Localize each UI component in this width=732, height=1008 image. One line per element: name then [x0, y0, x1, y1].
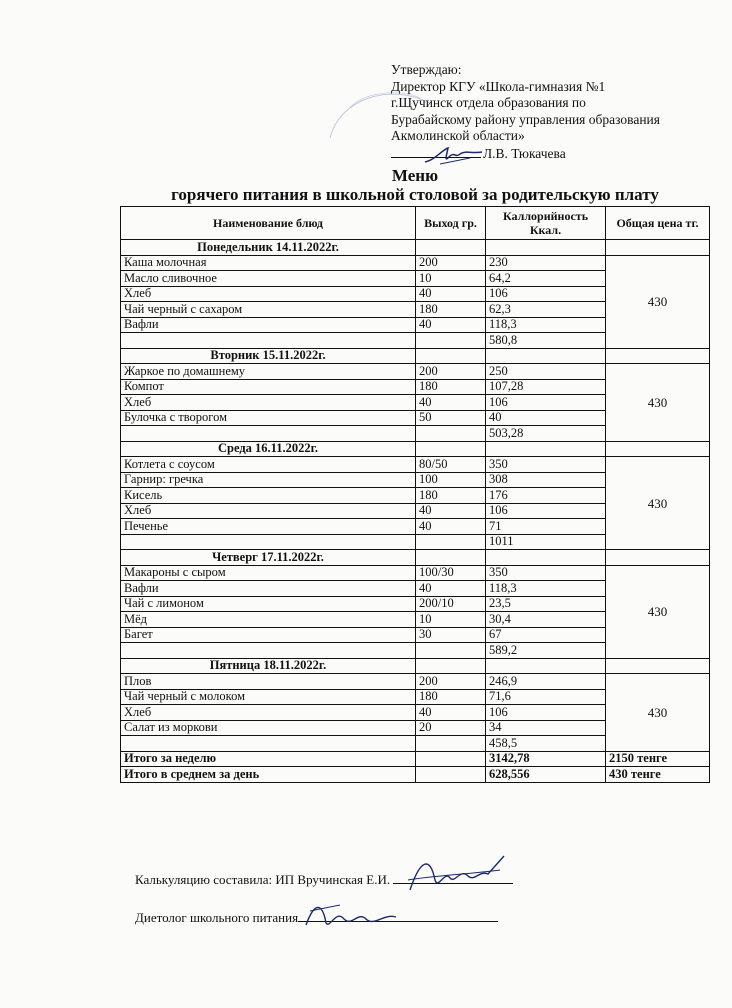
dish-name: Хлеб	[121, 503, 416, 519]
calc-label: Калькуляцию составила: ИП Вручинская Е.И.	[135, 872, 391, 887]
day-label: Среда 16.11.2022г.	[121, 441, 416, 457]
dish-name: Вафли	[121, 317, 416, 333]
day-average-row	[121, 767, 710, 783]
empty-cell	[416, 767, 486, 783]
week-total-row	[121, 751, 710, 767]
dish-weight: 200/10	[416, 596, 486, 612]
empty-cell	[416, 751, 486, 767]
empty-cell	[416, 426, 486, 442]
menu-body	[121, 240, 710, 783]
day-price: 430	[606, 674, 710, 752]
empty-cell	[606, 658, 710, 674]
dish-name: Хлеб	[121, 395, 416, 411]
header-weight: Выход гр.	[416, 207, 486, 240]
day-header-row	[121, 240, 710, 256]
dish-kcal: 62,3	[486, 302, 606, 318]
dish-name: Масло сливочное	[121, 271, 416, 287]
dish-weight: 40	[416, 519, 486, 535]
dish-weight: 200	[416, 364, 486, 380]
dish-name: Каша молочная	[121, 255, 416, 271]
calc-signature	[400, 850, 510, 900]
dish-weight: 100	[416, 472, 486, 488]
header-price: Общая цена тг.	[606, 207, 710, 240]
dish-kcal: 107,28	[486, 379, 606, 395]
table-row	[121, 457, 710, 473]
empty-cell	[121, 426, 416, 442]
dish-kcal: 250	[486, 364, 606, 380]
dish-name: Макароны с сыром	[121, 565, 416, 581]
dish-weight: 10	[416, 612, 486, 628]
dietolog-label: Диетолог школьного питания	[135, 910, 299, 925]
dish-weight: 200	[416, 674, 486, 690]
dish-kcal: 71,6	[486, 689, 606, 705]
week-total-price: 2150 тенге	[606, 751, 710, 767]
table-row	[121, 364, 710, 380]
dish-weight: 180	[416, 302, 486, 318]
dish-name: Хлеб	[121, 286, 416, 302]
table-header-row	[121, 207, 710, 240]
empty-cell	[416, 333, 486, 349]
menu-table	[120, 206, 710, 783]
empty-cell	[416, 658, 486, 674]
approval-line: Бурабайскому району управления образования	[391, 111, 660, 127]
dish-kcal: 118,3	[486, 317, 606, 333]
dish-name: Чай черный с молоком	[121, 689, 416, 705]
dish-weight: 40	[416, 317, 486, 333]
dish-weight: 40	[416, 503, 486, 519]
dish-kcal: 67	[486, 627, 606, 643]
dish-kcal: 106	[486, 705, 606, 721]
dish-kcal: 350	[486, 457, 606, 473]
header-name: Наименование блюд	[121, 207, 416, 240]
dish-kcal: 230	[486, 255, 606, 271]
dish-weight: 40	[416, 581, 486, 597]
day-header-row	[121, 348, 710, 364]
day-label: Пятница 18.11.2022г.	[121, 658, 416, 674]
dish-name: Печенье	[121, 519, 416, 535]
day-total-kcal: 458,5	[486, 736, 606, 752]
empty-cell	[121, 333, 416, 349]
day-average-label: Итого в среднем за день	[121, 767, 416, 783]
day-total-kcal: 589,2	[486, 643, 606, 659]
page-title	[120, 166, 710, 204]
dish-weight: 40	[416, 286, 486, 302]
table-row	[121, 674, 710, 690]
day-price: 430	[606, 255, 710, 348]
dish-weight: 40	[416, 395, 486, 411]
dish-name: Булочка с творогом	[121, 410, 416, 426]
dish-name: Компот	[121, 379, 416, 395]
dish-kcal: 30,4	[486, 612, 606, 628]
day-header-row	[121, 441, 710, 457]
approval-line: Утверждаю:	[391, 62, 462, 77]
day-average-price: 430 тенге	[606, 767, 710, 783]
empty-cell	[606, 240, 710, 256]
dish-kcal: 40	[486, 410, 606, 426]
empty-cell	[486, 658, 606, 674]
day-header-row	[121, 658, 710, 674]
empty-cell	[486, 348, 606, 364]
day-price: 430	[606, 565, 710, 658]
dish-name: Багет	[121, 627, 416, 643]
day-total-kcal: 1011	[486, 534, 606, 550]
dietolog-signature	[300, 895, 410, 935]
empty-cell	[606, 441, 710, 457]
empty-cell	[416, 534, 486, 550]
empty-cell	[416, 643, 486, 659]
week-total-kcal: 3142,78	[486, 751, 606, 767]
dish-name: Чай с лимоном	[121, 596, 416, 612]
dish-weight: 180	[416, 689, 486, 705]
empty-cell	[416, 348, 486, 364]
dish-weight: 10	[416, 271, 486, 287]
dish-name: Жаркое по домашнему	[121, 364, 416, 380]
week-total-label: Итого за неделю	[121, 751, 416, 767]
empty-cell	[606, 550, 710, 566]
day-price: 430	[606, 457, 710, 550]
empty-cell	[486, 441, 606, 457]
dish-weight: 100/30	[416, 565, 486, 581]
dish-kcal: 106	[486, 286, 606, 302]
dish-weight: 20	[416, 720, 486, 736]
empty-cell	[416, 441, 486, 457]
dish-weight: 180	[416, 379, 486, 395]
empty-cell	[121, 643, 416, 659]
dish-name: Плов	[121, 674, 416, 690]
dish-kcal: 246,9	[486, 674, 606, 690]
empty-cell	[121, 736, 416, 752]
dish-weight: 180	[416, 488, 486, 504]
empty-cell	[416, 240, 486, 256]
dish-name: Вафли	[121, 581, 416, 597]
day-total-kcal: 503,28	[486, 426, 606, 442]
day-header-row	[121, 550, 710, 566]
empty-cell	[416, 736, 486, 752]
dish-weight: 80/50	[416, 457, 486, 473]
approval-line: г.Щучинск отдела образования по	[391, 95, 586, 110]
day-price: 430	[606, 364, 710, 442]
empty-cell	[486, 240, 606, 256]
dish-kcal: 106	[486, 395, 606, 411]
title-line-1: Меню	[391, 166, 439, 185]
approval-line: Директор КГУ «Школа-гимназия №1	[391, 78, 606, 94]
dish-name: Мёд	[121, 612, 416, 628]
dish-kcal: 176	[486, 488, 606, 504]
dish-weight: 30	[416, 627, 486, 643]
dish-kcal: 308	[486, 472, 606, 488]
day-total-kcal: 580,8	[486, 333, 606, 349]
dish-weight: 40	[416, 705, 486, 721]
dish-name: Кисель	[121, 488, 416, 504]
approval-line: Акмолинской области»	[391, 128, 525, 143]
empty-cell	[121, 534, 416, 550]
dish-name: Чай черный с сахаром	[121, 302, 416, 318]
dish-kcal: 71	[486, 519, 606, 535]
dish-kcal: 118,3	[486, 581, 606, 597]
table-row	[121, 565, 710, 581]
empty-cell	[486, 550, 606, 566]
day-label: Понедельник 14.11.2022г.	[121, 240, 416, 256]
empty-cell	[606, 348, 710, 364]
dish-kcal: 64,2	[486, 271, 606, 287]
dish-name: Хлеб	[121, 705, 416, 721]
dish-kcal: 350	[486, 565, 606, 581]
signatory-name: Л.В. Тюкачева	[483, 145, 566, 161]
header-calories: Каллорийность Ккал.	[486, 207, 606, 240]
empty-cell	[416, 550, 486, 566]
dish-kcal: 23,5	[486, 596, 606, 612]
dish-name: Котлета с соусом	[121, 457, 416, 473]
dish-name: Гарнир: гречка	[121, 472, 416, 488]
dish-weight: 200	[416, 255, 486, 271]
title-line-2: горячего питания в школьной столовой за родительскую плату	[171, 185, 659, 204]
day-average-kcal: 628,556	[486, 767, 606, 783]
dish-kcal: 106	[486, 503, 606, 519]
dish-name: Салат из моркови	[121, 720, 416, 736]
day-label: Четверг 17.11.2022г.	[121, 550, 416, 566]
dish-weight: 50	[416, 410, 486, 426]
dish-kcal: 34	[486, 720, 606, 736]
table-row	[121, 255, 710, 271]
day-label: Вторник 15.11.2022г.	[121, 348, 416, 364]
